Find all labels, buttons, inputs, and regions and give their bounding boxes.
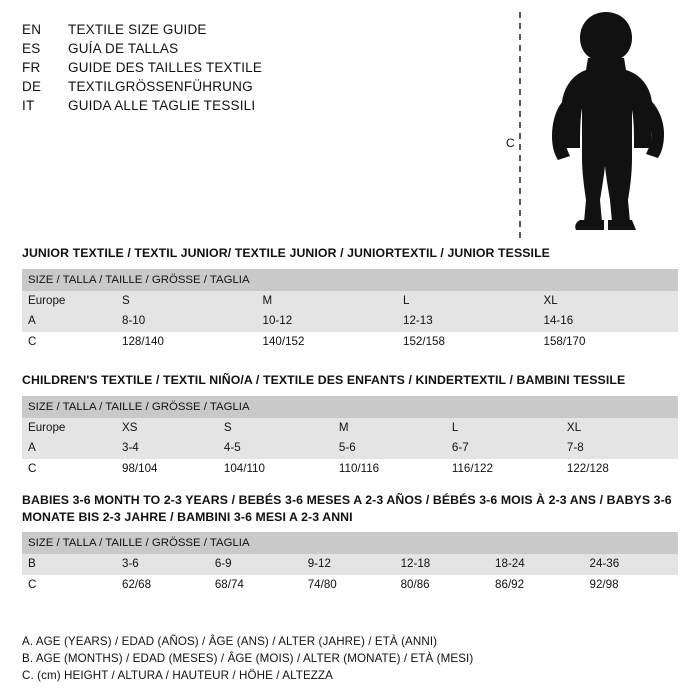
legend-line-age-years: A. AGE (YEARS) / EDAD (AÑOS) / ÂGE (ANS) / ALTER (JAHRE) / ETÀ (ANNI) [22, 635, 438, 648]
table-cell: 122/128 [561, 459, 678, 479]
table-cell: S [218, 418, 333, 438]
table-row [22, 291, 678, 311]
row-key: A [22, 311, 116, 331]
table-cell: 98/104 [116, 459, 218, 479]
table-cell: 68/74 [209, 575, 302, 595]
table-row [22, 332, 678, 352]
section-title: CHILDREN'S TEXTILE / TEXTIL NIÑO/A / TEXTILE DES ENFANTS / KINDERTEXTIL / BAMBINI TESSILE [22, 373, 626, 387]
language-code: DE [22, 79, 42, 94]
language-code: EN [22, 22, 42, 37]
row-key: Europe [22, 418, 116, 438]
section-babies-textile [22, 492, 678, 595]
table-cell: 128/140 [116, 332, 257, 352]
table-cell: M [257, 291, 398, 311]
language-row [22, 98, 492, 113]
childrens-size-table [22, 396, 678, 480]
height-measure-label: C [506, 136, 515, 150]
language-row [22, 79, 492, 94]
table-cell: XS [116, 418, 218, 438]
table-cell: 12-18 [395, 554, 489, 574]
row-key: C [22, 575, 116, 595]
language-title-block [22, 22, 492, 117]
table-row [22, 418, 678, 438]
language-row [22, 22, 492, 37]
language-row [22, 60, 492, 75]
table-row [22, 554, 678, 574]
section-junior-textile [22, 245, 678, 352]
table-cell: 10-12 [257, 311, 398, 331]
row-key: A [22, 438, 116, 458]
section-title: BABIES 3-6 MONTH TO 2-3 YEARS / BEBÉS 3-6 MESES A 2-3 AÑOS / BÉBÉS 3-6 MOIS À 2-3 ANS / BABYS 3-6 MONATE BIS 2-3 JAHRE / BAMBINI 3-6 MESI A 2-3 ANNI [22, 493, 672, 524]
language-title: GUIDE DES TAILLES TEXTILE [68, 60, 263, 75]
table-cell: 18-24 [489, 554, 583, 574]
language-title: TEXTILE SIZE GUIDE [68, 22, 207, 37]
language-code: ES [22, 41, 41, 56]
table-cell: 3-6 [116, 554, 209, 574]
legend-line-age-months: B. AGE (MONTHS) / EDAD (MESES) / ÂGE (MOIS) / ALTER (MONATE) / ETÀ (MESI) [22, 652, 474, 665]
table-cell: 110/116 [333, 459, 446, 479]
section-title: JUNIOR TEXTILE / TEXTIL JUNIOR/ TEXTILE JUNIOR / JUNIORTEXTIL / JUNIOR TESSILE [22, 246, 550, 260]
row-key: B [22, 554, 116, 574]
table-cell: 92/98 [584, 575, 678, 595]
row-key: Europe [22, 291, 116, 311]
table-cell: L [446, 418, 561, 438]
table-cell: 140/152 [257, 332, 398, 352]
language-code: IT [22, 98, 35, 113]
table-cell: 4-5 [218, 438, 333, 458]
table-head-row [22, 269, 678, 291]
table-cell: 80/86 [395, 575, 489, 595]
row-key: C [22, 459, 116, 479]
table-cell: 8-10 [116, 311, 257, 331]
babies-size-table [22, 532, 678, 595]
table-cell: 14-16 [538, 311, 679, 331]
table-head-row [22, 532, 678, 554]
size-header-cell: SIZE / TALLA / TAILLE / GRÖSSE / TAGLIA [22, 532, 678, 554]
baby-silhouette-icon [502, 8, 682, 243]
table-cell: 7-8 [561, 438, 678, 458]
language-code: FR [22, 60, 41, 75]
table-row [22, 311, 678, 331]
table-cell: 86/92 [489, 575, 583, 595]
table-cell: 12-13 [397, 311, 538, 331]
legend-footer [22, 635, 678, 686]
table-cell: S [116, 291, 257, 311]
table-cell: 104/110 [218, 459, 333, 479]
table-cell: 62/68 [116, 575, 209, 595]
table-cell: 9-12 [302, 554, 395, 574]
table-head-row [22, 396, 678, 418]
table-cell: M [333, 418, 446, 438]
table-cell: 158/170 [538, 332, 679, 352]
language-title: TEXTILGRÖSSENFÜHRUNG [68, 79, 253, 94]
table-row [22, 459, 678, 479]
legend-line-height: C. (cm) HEIGHT / ALTURA / HAUTEUR / HÖHE / ALTEZZA [22, 669, 333, 682]
height-measurement-figure [502, 8, 682, 243]
table-cell: 5-6 [333, 438, 446, 458]
table-cell: 74/80 [302, 575, 395, 595]
section-childrens-textile [22, 372, 678, 479]
size-header-cell: SIZE / TALLA / TAILLE / GRÖSSE / TAGLIA [22, 269, 678, 291]
language-title: GUIDA ALLE TAGLIE TESSILI [68, 98, 256, 113]
table-cell: 3-4 [116, 438, 218, 458]
table-cell: L [397, 291, 538, 311]
table-cell: 6-9 [209, 554, 302, 574]
size-header-cell: SIZE / TALLA / TAILLE / GRÖSSE / TAGLIA [22, 396, 678, 418]
table-cell: 116/122 [446, 459, 561, 479]
table-cell: 6-7 [446, 438, 561, 458]
table-cell: XL [561, 418, 678, 438]
table-row [22, 438, 678, 458]
table-cell: 24-36 [584, 554, 678, 574]
table-row [22, 575, 678, 595]
row-key: C [22, 332, 116, 352]
junior-size-table [22, 269, 678, 353]
table-cell: 152/158 [397, 332, 538, 352]
language-title: GUÍA DE TALLAS [68, 41, 179, 56]
table-cell: XL [538, 291, 679, 311]
language-row [22, 41, 492, 56]
